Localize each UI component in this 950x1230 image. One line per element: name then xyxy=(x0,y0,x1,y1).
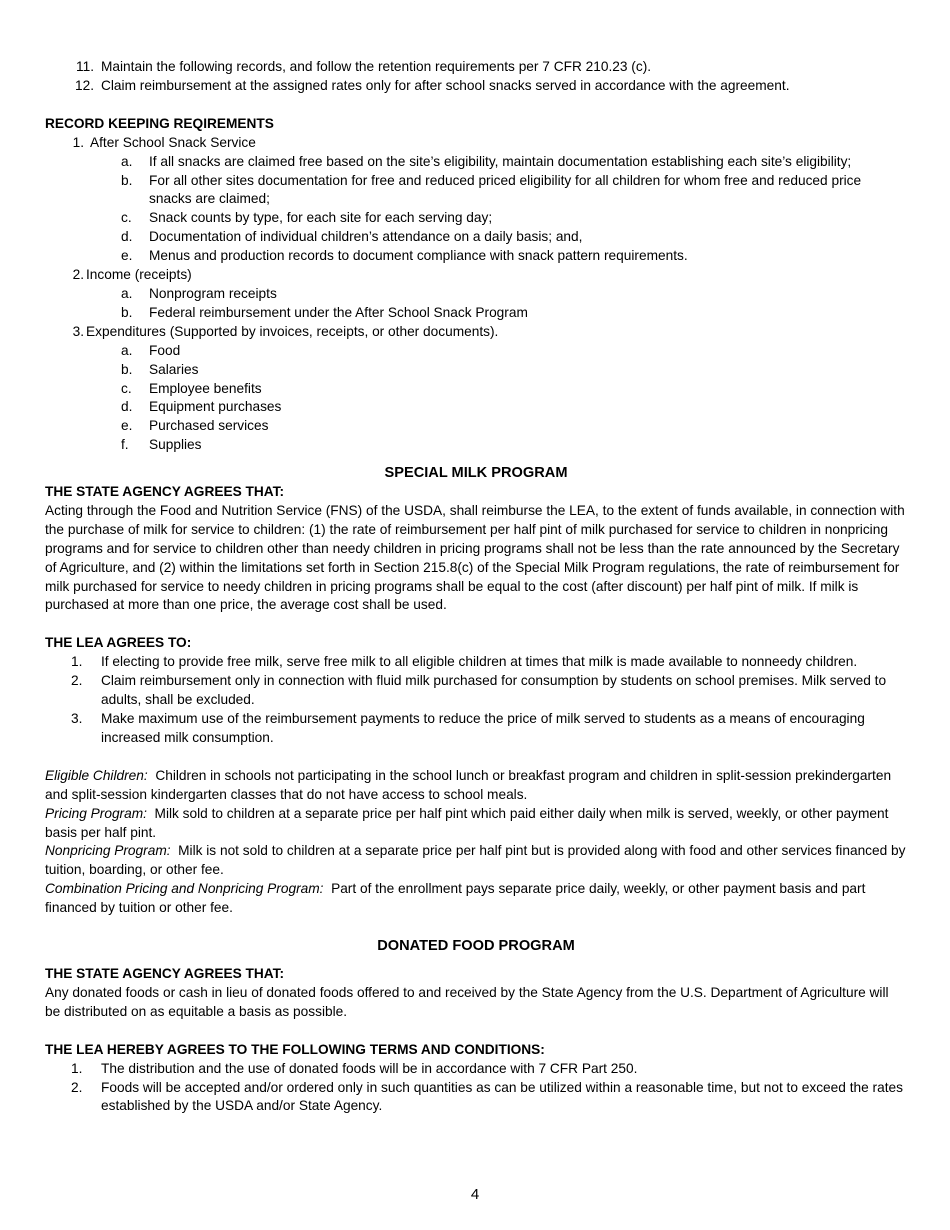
item-text: Make maximum use of the reimbursement payments to reduce the price of milk served to students as a means of encouraging increased milk consumption. xyxy=(101,711,865,745)
item-number: 1. xyxy=(71,1060,83,1076)
item-letter: c. xyxy=(121,380,132,396)
page-number: 4 xyxy=(470,1186,480,1203)
state-agency-heading: THE STATE AGENCY AGREES THAT: xyxy=(45,484,285,500)
section-title: Expenditures (Supported by invoices, receipts, or other documents). xyxy=(86,323,499,339)
item-letter: b. xyxy=(121,304,133,320)
item-letter: a. xyxy=(121,342,133,358)
item-text: Snack counts by type, for each site for each serving day; xyxy=(149,210,493,226)
item-text: Claim reimbursement only in connection with fluid milk purchased for consumption by students on school premises. Milk served to adults, shall be excluded. xyxy=(101,673,887,708)
donated-food-title: DONATED FOOD PROGRAM xyxy=(377,938,575,955)
list-item xyxy=(45,436,907,455)
section-title: Income (receipts) xyxy=(86,267,192,283)
item-text: Equipment purchases xyxy=(149,399,282,415)
state-agency-heading: THE STATE AGENCY AGREES THAT: xyxy=(45,965,285,981)
definition-text: Part of the enrollment pays separate price daily, weekly, or other payment basis and part financed by tuition or other fee. xyxy=(45,881,866,916)
list-item xyxy=(45,672,907,710)
definition-term: Nonpricing Program: xyxy=(45,843,171,859)
definition-term: Combination Pricing and Nonpricing Program: xyxy=(45,881,324,897)
item-text: Federal reimbursement under the After School Snack Program xyxy=(149,304,528,320)
definition-nonpricing-program xyxy=(45,842,907,880)
item-letter: d. xyxy=(121,229,133,245)
definition-combination-program xyxy=(45,880,907,918)
item-text: If all snacks are claimed free based on the site’s eligibility, maintain documentation establishing each site’s eligibility; xyxy=(149,153,852,169)
list-item xyxy=(45,77,907,96)
item-letter: e. xyxy=(121,248,133,264)
definition-term: Pricing Program: xyxy=(45,805,147,821)
list-item xyxy=(45,398,907,417)
item-text: The distribution and the use of donated foods will be in accordance with 7 CFR Part 250. xyxy=(101,1060,638,1076)
record-section xyxy=(45,323,907,342)
record-section xyxy=(45,134,907,153)
section-number: 2. xyxy=(72,267,84,283)
definition-text: Milk is not sold to children at a separate price per half pint but is provided along with food and other services financed by tuition, boarding, or other fee. xyxy=(45,843,906,878)
item-number: 1. xyxy=(71,654,83,670)
list-item xyxy=(45,342,907,361)
section-number: 1. xyxy=(72,134,84,150)
record-section xyxy=(45,266,907,285)
list-item xyxy=(45,285,907,304)
definition-term: Eligible Children: xyxy=(45,767,148,783)
list-item xyxy=(45,417,907,436)
list-item xyxy=(45,710,907,748)
item-letter: e. xyxy=(121,418,133,434)
definition-text: Children in schools not participating in the school lunch or breakfast program and children in split-session prekindergarten and split-session kindergarten classes that do not have access to school meals. xyxy=(45,767,892,802)
list-item xyxy=(45,653,907,672)
item-text: For all other sites documentation for free and reduced priced eligibility for all children for whom free and reduced price snacks are claimed; xyxy=(149,172,862,207)
list-item xyxy=(45,209,907,228)
item-letter: f. xyxy=(121,437,129,453)
item-letter: b. xyxy=(121,361,133,377)
item-text: Documentation of individual children’s attendance on a daily basis; and, xyxy=(149,229,583,245)
definition-text: Milk sold to children at a separate price per half pint which paid either daily when milk is served, weekly, or other payment basis per half pint. xyxy=(45,805,889,840)
item-letter: a. xyxy=(121,285,133,301)
item-letter: c. xyxy=(121,210,132,226)
lea-heading: THE LEA AGREES TO: xyxy=(45,635,192,651)
item-letter: b. xyxy=(121,172,133,188)
list-item xyxy=(45,58,907,77)
state-agency-paragraph: Any donated foods or cash in lieu of donated foods offered to and received by the State Agency from the U.S. Department of Agriculture will be distributed on as equitable a basis as possible. xyxy=(45,984,889,1019)
item-number: 12. xyxy=(74,77,94,93)
list-item xyxy=(45,361,907,380)
special-milk-title: SPECIAL MILK PROGRAM xyxy=(384,465,568,482)
list-item xyxy=(45,247,907,266)
item-number: 11. xyxy=(75,59,94,74)
item-text: Purchased services xyxy=(149,418,269,434)
item-text: If electing to provide free milk, serve free milk to all eligible children at times that milk is made available to nonneedy children. xyxy=(101,654,858,670)
item-text: Supplies xyxy=(149,437,202,453)
list-item xyxy=(45,380,907,399)
list-item xyxy=(45,1079,907,1117)
item-number: 2. xyxy=(71,673,83,689)
state-agency-paragraph: Acting through the Food and Nutrition Service (FNS) of the USDA, shall reimburse the LEA, to the extent of funds available, in connection with the purchase of milk for service to children: (1) the rate of reimbursement per half pint of milk purchased for service to children in nonpricing programs and for service to children other than needy children in pricing programs shall not be less than the rate announced by the Secretary of Agriculture, and (2) within the limitations set forth in Section 215.8(c) of the Special Milk Program regulations, the rate of reimbursement for milk purchased for service to needy children in pricing programs shall be equal to the cost (after discount) per half pint of milk. If milk is purchased at more than one price, the average cost shall be used. xyxy=(45,502,905,613)
item-text: Foods will be accepted and/or ordered only in such quantities as can be utilized within a reasonable time, but not to exceed the rates established by the USDA and/or State Agency. xyxy=(101,1079,903,1114)
record-keeping-heading: RECORD KEEPING REQIREMENTS xyxy=(45,115,274,131)
lea-terms-heading: THE LEA HEREBY AGREES TO THE FOLLOWING TERMS AND CONDITIONS: xyxy=(45,1041,545,1057)
list-item xyxy=(45,153,907,172)
item-text: Salaries xyxy=(149,361,199,377)
definition-pricing-program xyxy=(45,805,907,843)
section-number: 3. xyxy=(72,323,84,339)
list-item xyxy=(45,304,907,323)
item-letter: d. xyxy=(121,399,133,415)
item-text: Menus and production records to document compliance with snack pattern requirements. xyxy=(149,248,688,264)
list-item xyxy=(45,172,907,210)
item-number: 2. xyxy=(71,1079,83,1095)
item-text: Maintain the following records, and follow the retention requirements per 7 CFR 210.23 (c). xyxy=(101,59,652,74)
item-text: Food xyxy=(149,342,181,358)
list-item xyxy=(45,228,907,247)
item-text: Employee benefits xyxy=(149,380,262,396)
definition-eligible-children xyxy=(45,767,907,805)
item-text: Nonprogram receipts xyxy=(149,285,277,301)
item-number: 3. xyxy=(71,711,83,726)
document-page xyxy=(45,58,907,1116)
item-text: Claim reimbursement at the assigned rates only for after school snacks served in accordance with the agreement. xyxy=(101,77,790,93)
section-title: After School Snack Service xyxy=(90,134,256,150)
item-letter: a. xyxy=(121,153,133,169)
list-item xyxy=(45,1060,907,1079)
